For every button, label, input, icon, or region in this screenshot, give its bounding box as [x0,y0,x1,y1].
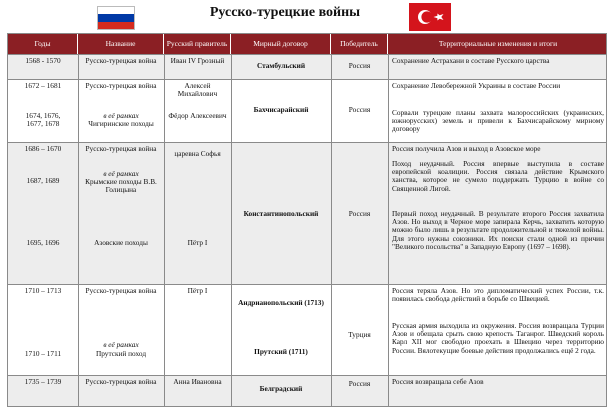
cell-ruler: Алексей Михайлович [177,81,218,99]
cell-ruler: Пётр I [187,286,208,295]
header-winner: Победитель [331,34,388,54]
cell-name-within: в её рамках [103,340,139,349]
cell-results: Россия возвращала себе Азов [392,377,484,386]
cell-winner: Россия [348,379,371,388]
header-treaty: Мирный договор [231,34,331,54]
cell-winner: Россия [348,105,371,114]
cell-years: 1568 - 1570 [25,56,61,65]
cell-name: Русско-турецкая война [85,377,157,386]
cell-results: Сохранение Астрахани в составе Русского царства [392,56,550,65]
cell-treaty-sub: Прутский (1711) [254,347,308,356]
header-name: Название [78,34,164,54]
cell-years: 1686 – 1670 [24,144,62,153]
cell-name: Русско-турецкая война [85,286,157,295]
cell-winner: Турция [348,330,371,339]
cell-name-sub: Прутский поход [95,349,147,358]
cell-name-sub: Чигиринские походы [88,119,154,128]
cell-name: Русско-турецкая война [85,81,157,90]
russia-flag-icon [97,6,135,30]
cell-years-sub: 1674, 1676, 1677, 1678 [25,111,61,129]
cell-years-sub: 1710 – 1711 [24,349,62,358]
cell-results-sub: Поход неудачный. Россия впервые выступила в составе европейской коалиции. Россия связала действие Крымского ханства, которое не сумело поддержать Турцию в войне со Священной Лигой. [392,159,604,193]
cell-name: Русско-турецкая война [85,144,157,153]
cell-years: 1735 – 1739 [24,377,62,386]
cell-ruler-sub: Фёдор Алексеевич [168,111,227,120]
cell-results: Россия теряла Азов. Но это дипломатический успех России, т.к. появилась свобода действий в борьбе со Швецией. [392,286,604,304]
cell-name-within: в её рамках [103,111,139,120]
cell-name-sub: Азовские походы [94,238,148,247]
cell-winner: Россия [348,209,371,218]
cell-treaty: Константинопольский [243,209,319,218]
header-years: Годы [8,34,78,54]
cell-treaty: Стамбульский [256,61,306,70]
cell-name-sub: Крымские походы В.В. Голицына [85,177,157,195]
cell-results: Сохранение Левобережной Украины в составе России [392,81,561,90]
cell-years-sub: 1695, 1696 [26,238,60,247]
header-results: Территориальные изменения и итоги [438,39,558,48]
cell-name-within: в её рамках [103,169,139,178]
cell-results-sub: Сорвали турецкие планы захвата малороссийских (украинских, южнорусских) земель и привели к Бахчисарайскому мирному договору [392,108,604,134]
cell-results-sub: Первый поход неудачный. В результате второго Россия захватила Азов. Но выход в Черное море запирала Керчь, захватить которую можно было лишь в результате продолжительной и тяжелой войны. Для этого нужны союзники. Их поиски стали одной из причин "Великого посольства" в Западную Европу (1697 – 1698). [392,209,604,251]
cell-treaty: Бахчисарайский [253,105,309,114]
cell-treaty: Андрианопольский (1713) [238,298,324,307]
cell-years: 1672 – 1681 [24,81,62,90]
table-header [8,34,607,54]
cell-results-sub: Русская армия выходила из окружения. Россия возвращала Турции Азов и обещала срыть свою крепость Таганрог. Шведский король Карл XII мог свободно проехать в Швецию через территорию России. Вялотекущие боевые действия продолжались ещё 2 года. [392,321,604,355]
cell-ruler: царевна Софья [174,149,221,158]
header-ruler: Русский правитель [164,34,231,54]
wars-table [7,33,607,407]
cell-years: 1710 – 1713 [24,286,62,295]
page-title: Русско-турецкие войны [209,5,361,20]
cell-ruler-sub: Пётр I [187,238,208,247]
cell-name: Русско-турецкая война [85,56,157,65]
cell-ruler: Анна Ивановна [173,377,222,386]
cell-ruler: Иван IV Грозный [170,56,225,65]
cell-winner: Россия [348,61,371,70]
cell-treaty: Белградский [259,384,303,393]
turkey-flag-icon [409,3,451,31]
page-header [0,0,613,32]
cell-years-sub: 1687, 1689 [26,176,60,185]
cell-results: Россия получила Азов и выход в Азовское море [392,144,541,153]
